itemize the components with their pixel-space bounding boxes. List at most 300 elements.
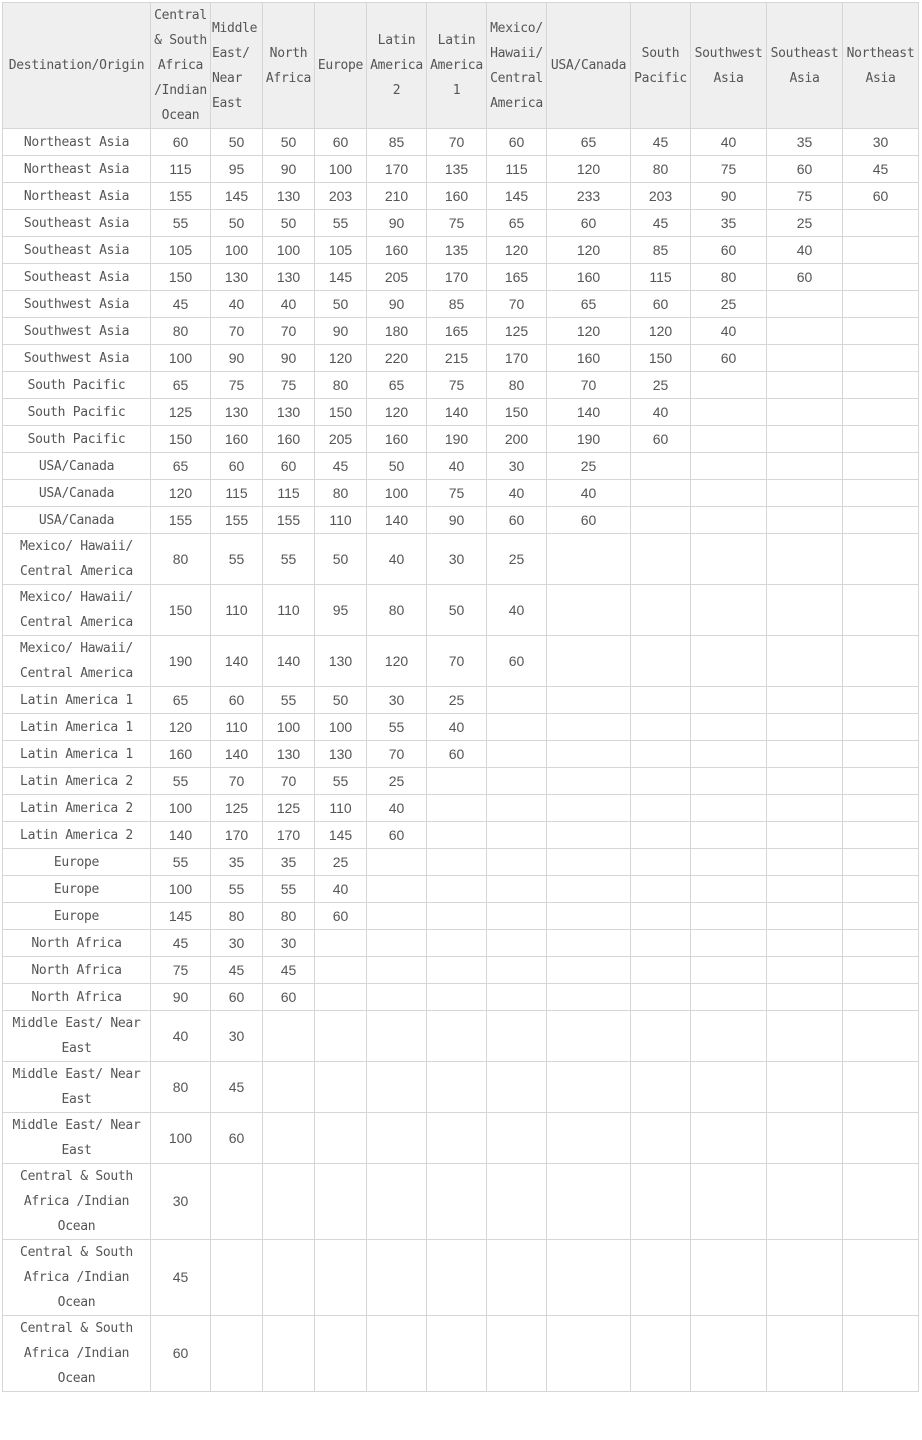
rate-cell (767, 714, 843, 741)
rate-cell (843, 930, 919, 957)
rate-cell (843, 399, 919, 426)
rate-cell: 120 (487, 237, 547, 264)
rate-cell: 110 (315, 507, 367, 534)
rate-cell: 90 (691, 183, 767, 210)
rate-cell (315, 1316, 367, 1392)
rate-cell: 40 (315, 876, 367, 903)
rate-cell (263, 1062, 315, 1113)
table-row (3, 984, 919, 1011)
rate-cell (691, 795, 767, 822)
rate-cell: 60 (263, 453, 315, 480)
rate-cell (767, 1240, 843, 1316)
rate-cell: 205 (315, 426, 367, 453)
destination-cell: Southeast Asia (3, 264, 151, 291)
rate-cell: 80 (315, 372, 367, 399)
rate-cell: 160 (547, 264, 631, 291)
rate-cell: 55 (367, 714, 427, 741)
rate-cell: 30 (487, 453, 547, 480)
table-row (3, 237, 919, 264)
rate-cell (767, 984, 843, 1011)
rate-cell (843, 984, 919, 1011)
destination-cell: Southeast Asia (3, 237, 151, 264)
rate-cell: 60 (211, 687, 263, 714)
rate-cell: 40 (691, 318, 767, 345)
rate-cell: 30 (211, 930, 263, 957)
rate-cell (427, 1164, 487, 1240)
rate-cell (843, 876, 919, 903)
rate-cell: 35 (263, 849, 315, 876)
rate-cell (427, 1011, 487, 1062)
rate-cell: 80 (487, 372, 547, 399)
rate-cell: 160 (151, 741, 211, 768)
destination-cell: Mexico/ Hawaii/ Central America (3, 534, 151, 585)
rate-cell: 40 (487, 480, 547, 507)
rate-cell: 120 (367, 399, 427, 426)
rate-cell: 170 (487, 345, 547, 372)
rate-cell: 165 (487, 264, 547, 291)
rate-cell (547, 849, 631, 876)
destination-cell: Mexico/ Hawaii/ Central America (3, 636, 151, 687)
rate-cell (691, 480, 767, 507)
table-row (3, 687, 919, 714)
destination-cell: Southwest Asia (3, 291, 151, 318)
header-cell: Latin America 2 (367, 3, 427, 129)
rate-cell: 70 (547, 372, 631, 399)
rate-cell: 75 (691, 156, 767, 183)
rate-cell: 40 (427, 714, 487, 741)
rate-cell (547, 984, 631, 1011)
rate-cell (367, 1062, 427, 1113)
rate-cell: 60 (767, 156, 843, 183)
rate-cell (487, 876, 547, 903)
rate-cell: 140 (211, 741, 263, 768)
rate-cell: 140 (427, 399, 487, 426)
rate-cell: 70 (487, 291, 547, 318)
rate-cell (211, 1316, 263, 1392)
rate-cell: 190 (427, 426, 487, 453)
rate-cell: 203 (631, 183, 691, 210)
table-row (3, 957, 919, 984)
destination-cell: USA/Canada (3, 480, 151, 507)
rate-cell: 45 (151, 1240, 211, 1316)
rate-cell (767, 687, 843, 714)
destination-cell: Northeast Asia (3, 183, 151, 210)
rate-cell: 110 (211, 714, 263, 741)
rate-cell: 90 (263, 156, 315, 183)
rate-cell: 100 (263, 237, 315, 264)
table-body (3, 129, 919, 1392)
rate-cell (427, 957, 487, 984)
rate-cell: 150 (631, 345, 691, 372)
rate-cell: 30 (263, 930, 315, 957)
header-cell: Northeast Asia (843, 3, 919, 129)
rate-cell: 130 (263, 264, 315, 291)
rate-cell (691, 1164, 767, 1240)
rate-cell: 80 (315, 480, 367, 507)
rate-cell (767, 1062, 843, 1113)
destination-cell: USA/Canada (3, 453, 151, 480)
destination-cell: Central & South Africa /Indian Ocean (3, 1164, 151, 1240)
destination-cell: South Pacific (3, 399, 151, 426)
rate-cell: 120 (547, 318, 631, 345)
rate-cell: 80 (691, 264, 767, 291)
header-cell: Middle East/ Near East (211, 3, 263, 129)
rate-cell: 55 (211, 876, 263, 903)
rate-cell (843, 1240, 919, 1316)
rate-cell: 95 (211, 156, 263, 183)
rate-cell (211, 1240, 263, 1316)
rate-cell: 150 (315, 399, 367, 426)
rate-cell (691, 372, 767, 399)
rate-cell (843, 453, 919, 480)
rate-cell: 115 (263, 480, 315, 507)
rate-cell (367, 1011, 427, 1062)
rate-cell (767, 930, 843, 957)
rate-cell (691, 1062, 767, 1113)
rate-cell: 75 (263, 372, 315, 399)
destination-cell: South Pacific (3, 372, 151, 399)
rate-cell (367, 1164, 427, 1240)
rate-cell (843, 426, 919, 453)
rate-cell: 40 (767, 237, 843, 264)
rate-cell: 35 (691, 210, 767, 237)
rate-cell (843, 291, 919, 318)
rate-cell: 45 (211, 1062, 263, 1113)
rate-cell: 60 (487, 507, 547, 534)
rate-cell: 200 (487, 426, 547, 453)
rate-cell: 110 (263, 585, 315, 636)
rate-cell: 30 (427, 534, 487, 585)
rate-cell (843, 1316, 919, 1392)
rate-cell: 60 (691, 345, 767, 372)
rate-cell (767, 957, 843, 984)
rate-cell: 50 (263, 210, 315, 237)
rate-cell (263, 1164, 315, 1240)
rate-cell (547, 822, 631, 849)
table-row (3, 1164, 919, 1240)
rate-cell: 160 (263, 426, 315, 453)
rate-cell: 170 (427, 264, 487, 291)
destination-cell: South Pacific (3, 426, 151, 453)
rate-cell: 80 (631, 156, 691, 183)
rate-cell (427, 1316, 487, 1392)
rate-cell (843, 741, 919, 768)
rate-cell: 80 (151, 318, 211, 345)
table-row (3, 291, 919, 318)
rate-cell (427, 768, 487, 795)
rate-cell (767, 534, 843, 585)
rate-cell (843, 957, 919, 984)
rate-cell: 130 (211, 264, 263, 291)
rate-cell (487, 903, 547, 930)
rate-cell: 55 (263, 534, 315, 585)
rate-cell: 150 (151, 426, 211, 453)
rate-cell (547, 636, 631, 687)
table-row (3, 585, 919, 636)
destination-cell: Southwest Asia (3, 345, 151, 372)
rate-cell: 130 (211, 399, 263, 426)
rate-cell (547, 930, 631, 957)
rate-cell (367, 876, 427, 903)
rate-cell (691, 1011, 767, 1062)
rate-cell (631, 585, 691, 636)
rate-cell (427, 1062, 487, 1113)
rate-cell (631, 984, 691, 1011)
rate-cell: 30 (367, 687, 427, 714)
rate-cell: 65 (547, 129, 631, 156)
rate-cell (767, 795, 843, 822)
rate-cell: 80 (367, 585, 427, 636)
table-row (3, 876, 919, 903)
rate-cell (631, 849, 691, 876)
rate-cell: 40 (367, 534, 427, 585)
rate-cell: 120 (151, 480, 211, 507)
rate-cell: 85 (367, 129, 427, 156)
rate-cell (487, 984, 547, 1011)
table-row (3, 156, 919, 183)
rate-cell (843, 480, 919, 507)
rate-cell: 50 (315, 687, 367, 714)
rate-cell (767, 318, 843, 345)
rate-cell: 35 (767, 129, 843, 156)
rate-cell (427, 1240, 487, 1316)
rate-cell: 75 (151, 957, 211, 984)
table-row (3, 210, 919, 237)
rate-cell: 40 (367, 795, 427, 822)
rate-cell (843, 687, 919, 714)
destination-cell: Middle East/ Near East (3, 1011, 151, 1062)
rate-cell (767, 768, 843, 795)
rate-cell: 25 (487, 534, 547, 585)
rate-cell (767, 1011, 843, 1062)
rate-cell: 145 (211, 183, 263, 210)
rate-cell: 25 (691, 291, 767, 318)
rate-cell (767, 1113, 843, 1164)
rate-cell (843, 264, 919, 291)
rate-cell (487, 930, 547, 957)
rate-cell: 110 (211, 585, 263, 636)
table-header (3, 3, 919, 129)
rate-cell: 120 (631, 318, 691, 345)
rate-cell (691, 1240, 767, 1316)
rate-cell: 145 (151, 903, 211, 930)
rate-cell: 155 (263, 507, 315, 534)
rate-cell (631, 507, 691, 534)
rate-cell: 100 (315, 156, 367, 183)
header-cell: Central & South Africa /Indian Ocean (151, 3, 211, 129)
rate-cell: 145 (315, 264, 367, 291)
rate-cell (843, 1011, 919, 1062)
rate-cell (691, 507, 767, 534)
rate-cell (843, 636, 919, 687)
rate-cell: 75 (427, 372, 487, 399)
rate-cell (487, 957, 547, 984)
rate-cell: 150 (151, 264, 211, 291)
rate-cell: 65 (151, 687, 211, 714)
table-row (3, 345, 919, 372)
rate-cell: 45 (263, 957, 315, 984)
rate-cell: 40 (631, 399, 691, 426)
rate-cell: 220 (367, 345, 427, 372)
table-row (3, 903, 919, 930)
rate-cell: 35 (211, 849, 263, 876)
rate-cell: 85 (427, 291, 487, 318)
rate-cell (547, 1113, 631, 1164)
rate-cell (487, 1011, 547, 1062)
rate-cell: 55 (263, 687, 315, 714)
rate-cell (691, 957, 767, 984)
table-row (3, 849, 919, 876)
rate-cell (843, 849, 919, 876)
rate-cell: 150 (151, 585, 211, 636)
rate-cell (315, 1062, 367, 1113)
rate-cell: 60 (547, 507, 631, 534)
rate-cell (315, 930, 367, 957)
rate-cell (263, 1011, 315, 1062)
table-row (3, 1240, 919, 1316)
rate-cell: 25 (631, 372, 691, 399)
rate-cell: 100 (151, 345, 211, 372)
rate-cell (843, 345, 919, 372)
rate-cell: 100 (151, 795, 211, 822)
rate-cell: 55 (151, 768, 211, 795)
rate-cell (547, 714, 631, 741)
rate-cell: 25 (547, 453, 631, 480)
rate-cell (691, 822, 767, 849)
rate-cell: 30 (151, 1164, 211, 1240)
rate-cell: 120 (547, 156, 631, 183)
rate-cell: 40 (427, 453, 487, 480)
rate-cell: 65 (151, 372, 211, 399)
rate-cell (691, 399, 767, 426)
rate-cell: 30 (843, 129, 919, 156)
rate-cell (427, 984, 487, 1011)
rate-cell: 70 (263, 768, 315, 795)
rate-cell: 60 (691, 237, 767, 264)
rate-cell (427, 849, 487, 876)
rate-cell (631, 714, 691, 741)
rate-cell: 115 (487, 156, 547, 183)
table-row (3, 372, 919, 399)
rate-cell (843, 1113, 919, 1164)
rate-cell: 150 (487, 399, 547, 426)
header-cell: Mexico/ Hawaii/ Central America (487, 3, 547, 129)
rate-cell: 60 (767, 264, 843, 291)
rate-cell (487, 849, 547, 876)
rate-cell: 90 (315, 318, 367, 345)
rate-cell (691, 534, 767, 585)
destination-cell: USA/Canada (3, 507, 151, 534)
destination-cell: Middle East/ Near East (3, 1062, 151, 1113)
rate-cell (691, 1113, 767, 1164)
rate-cell (767, 822, 843, 849)
rate-cell (547, 1062, 631, 1113)
header-row (3, 3, 919, 129)
table-row (3, 930, 919, 957)
rate-cell (691, 876, 767, 903)
rate-cell: 115 (211, 480, 263, 507)
rate-cell (843, 822, 919, 849)
rate-cell: 90 (211, 345, 263, 372)
header-cell: Europe (315, 3, 367, 129)
rate-cell (427, 930, 487, 957)
rate-cell (767, 480, 843, 507)
rate-cell: 165 (427, 318, 487, 345)
destination-cell: North Africa (3, 984, 151, 1011)
rate-cell: 50 (263, 129, 315, 156)
rate-cell: 130 (315, 741, 367, 768)
rate-cell (631, 453, 691, 480)
header-cell: South Pacific (631, 3, 691, 129)
rate-cell: 140 (367, 507, 427, 534)
destination-cell: Latin America 1 (3, 714, 151, 741)
rate-cell: 120 (151, 714, 211, 741)
rate-cell: 60 (315, 129, 367, 156)
rate-cell: 65 (151, 453, 211, 480)
rate-cell: 160 (367, 237, 427, 264)
rate-cell: 140 (211, 636, 263, 687)
rate-cell (487, 822, 547, 849)
rate-cell: 60 (487, 129, 547, 156)
destination-cell: Latin America 2 (3, 768, 151, 795)
rate-cell (843, 318, 919, 345)
rate-cell (547, 585, 631, 636)
rate-cell (631, 957, 691, 984)
rate-cell: 60 (487, 636, 547, 687)
rate-cell (547, 957, 631, 984)
table-row (3, 1062, 919, 1113)
rate-cell (631, 1011, 691, 1062)
rate-cell: 60 (211, 453, 263, 480)
rate-cell: 60 (843, 183, 919, 210)
rate-cell: 105 (315, 237, 367, 264)
rate-cell (487, 768, 547, 795)
rate-cell (843, 903, 919, 930)
rate-cell: 50 (367, 453, 427, 480)
rate-cell (547, 1011, 631, 1062)
rate-cell (843, 585, 919, 636)
rate-cell: 60 (151, 129, 211, 156)
rate-cell: 60 (263, 984, 315, 1011)
destination-cell: Central & South Africa /Indian Ocean (3, 1240, 151, 1316)
rate-cell: 40 (691, 129, 767, 156)
rate-cell: 90 (367, 210, 427, 237)
table-row (3, 741, 919, 768)
rate-cell: 55 (315, 768, 367, 795)
rate-cell (547, 795, 631, 822)
rate-cell: 155 (151, 507, 211, 534)
destination-cell: Southwest Asia (3, 318, 151, 345)
rate-cell (691, 453, 767, 480)
rate-cell: 55 (151, 210, 211, 237)
rate-cell (427, 795, 487, 822)
header-cell: North Africa (263, 3, 315, 129)
rate-cell (315, 1240, 367, 1316)
rate-cell: 95 (315, 585, 367, 636)
table-row (3, 264, 919, 291)
rate-cell: 90 (151, 984, 211, 1011)
rate-cell: 135 (427, 156, 487, 183)
rate-cell: 160 (211, 426, 263, 453)
rate-cell (263, 1316, 315, 1392)
rate-cell (767, 1164, 843, 1240)
rate-cell: 45 (315, 453, 367, 480)
rate-cell: 130 (263, 183, 315, 210)
table-row (3, 507, 919, 534)
rate-cell (427, 876, 487, 903)
rate-cell (631, 1062, 691, 1113)
rate-cell (547, 741, 631, 768)
